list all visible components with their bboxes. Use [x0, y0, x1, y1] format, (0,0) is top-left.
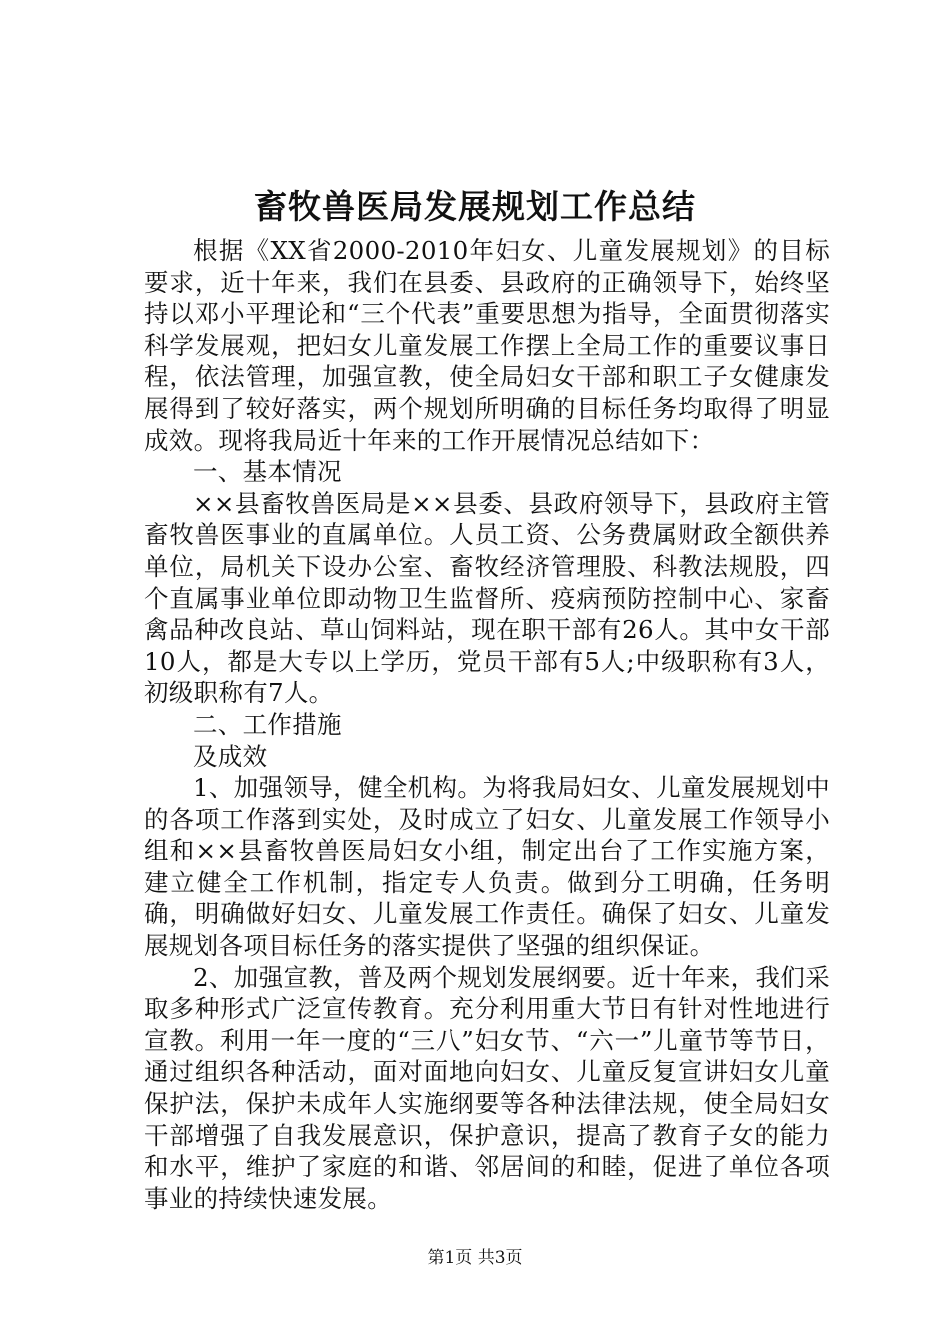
page-footer: 第1页 共3页	[427, 1248, 523, 1268]
basic-info-paragraph: ××县畜牧兽医局是××县委、县政府领导下，县政府主管畜牧兽医事业的直属单位。人员工资、公务费属财政全额供养单位，局机关下设办公室、畜牧经济管理股、科教法规股，四个直属事业单位即动物卫生监督所、疫病预防控制中心、家畜禽品种改良站、草山饲料站，现在职干部有26人。其中女干部10人，都是大专以上学历，党员干部有5人;中级职称有3人，初级职称有7人。	[144, 488, 830, 708]
document-title: 畜牧兽医局发展规划工作总结	[254, 187, 696, 226]
intro-paragraph: 根据《XX省2000-2010年妇女、儿童发展规划》的目标要求，近十年来，我们在县委、县政府的正确领导下，始终坚持以邓小平理论和“三个代表”重要思想为指导，全面贯彻落实科学发展观，把妇女儿童发展工作摆上全局工作的重要议事日程，依法管理，加强宣教，使全局妇女干部和职工子女健康发展得到了较好落实，两个规划所明确的目标任务均取得了明显成效。现将我局近十年来的工作开展情况总结如下：	[144, 236, 830, 455]
document-body	[144, 235, 830, 1214]
section-heading-measures: 二、工作措施	[193, 709, 342, 739]
measure-2-paragraph: 2、加强宣教，普及两个规划发展纲要。近十年来，我们采取多种形式广泛宣传教育。充分利用重大节日有针对性地进行宣教。利用一年一度的“三八”妇女节、“六一”儿童节等节日，通过组织各种活动，面对面地向妇女、儿童反复宣讲妇女儿童保护法，保护未成年人实施纲要等各种法律法规，使全局妇女干部增强了自我发展意识，保护意识，提高了教育子女的能力和水平，维护了家庭的和谐、邻居间的和睦，促进了单位各项事业的持续快速发展。	[144, 962, 830, 1213]
section-heading-measures-continued: 及成效	[193, 741, 268, 771]
section-heading-basic-info: 一、基本情况	[193, 457, 342, 487]
measure-1-paragraph: 1、加强领导，健全机构。为将我局妇女、儿童发展规划中的各项工作落到实处，及时成立了妇女、儿童发展工作领导小组和××县畜牧兽医局妇女小组，制定出台了工作实施方案，建立健全工作机制，指定专人负责。做到分工明确，任务明确，明确做好妇女、儿童发展工作责任。确保了妇女、儿童发展规划各项目标任务的落实提供了坚强的组织保证。	[144, 773, 830, 961]
